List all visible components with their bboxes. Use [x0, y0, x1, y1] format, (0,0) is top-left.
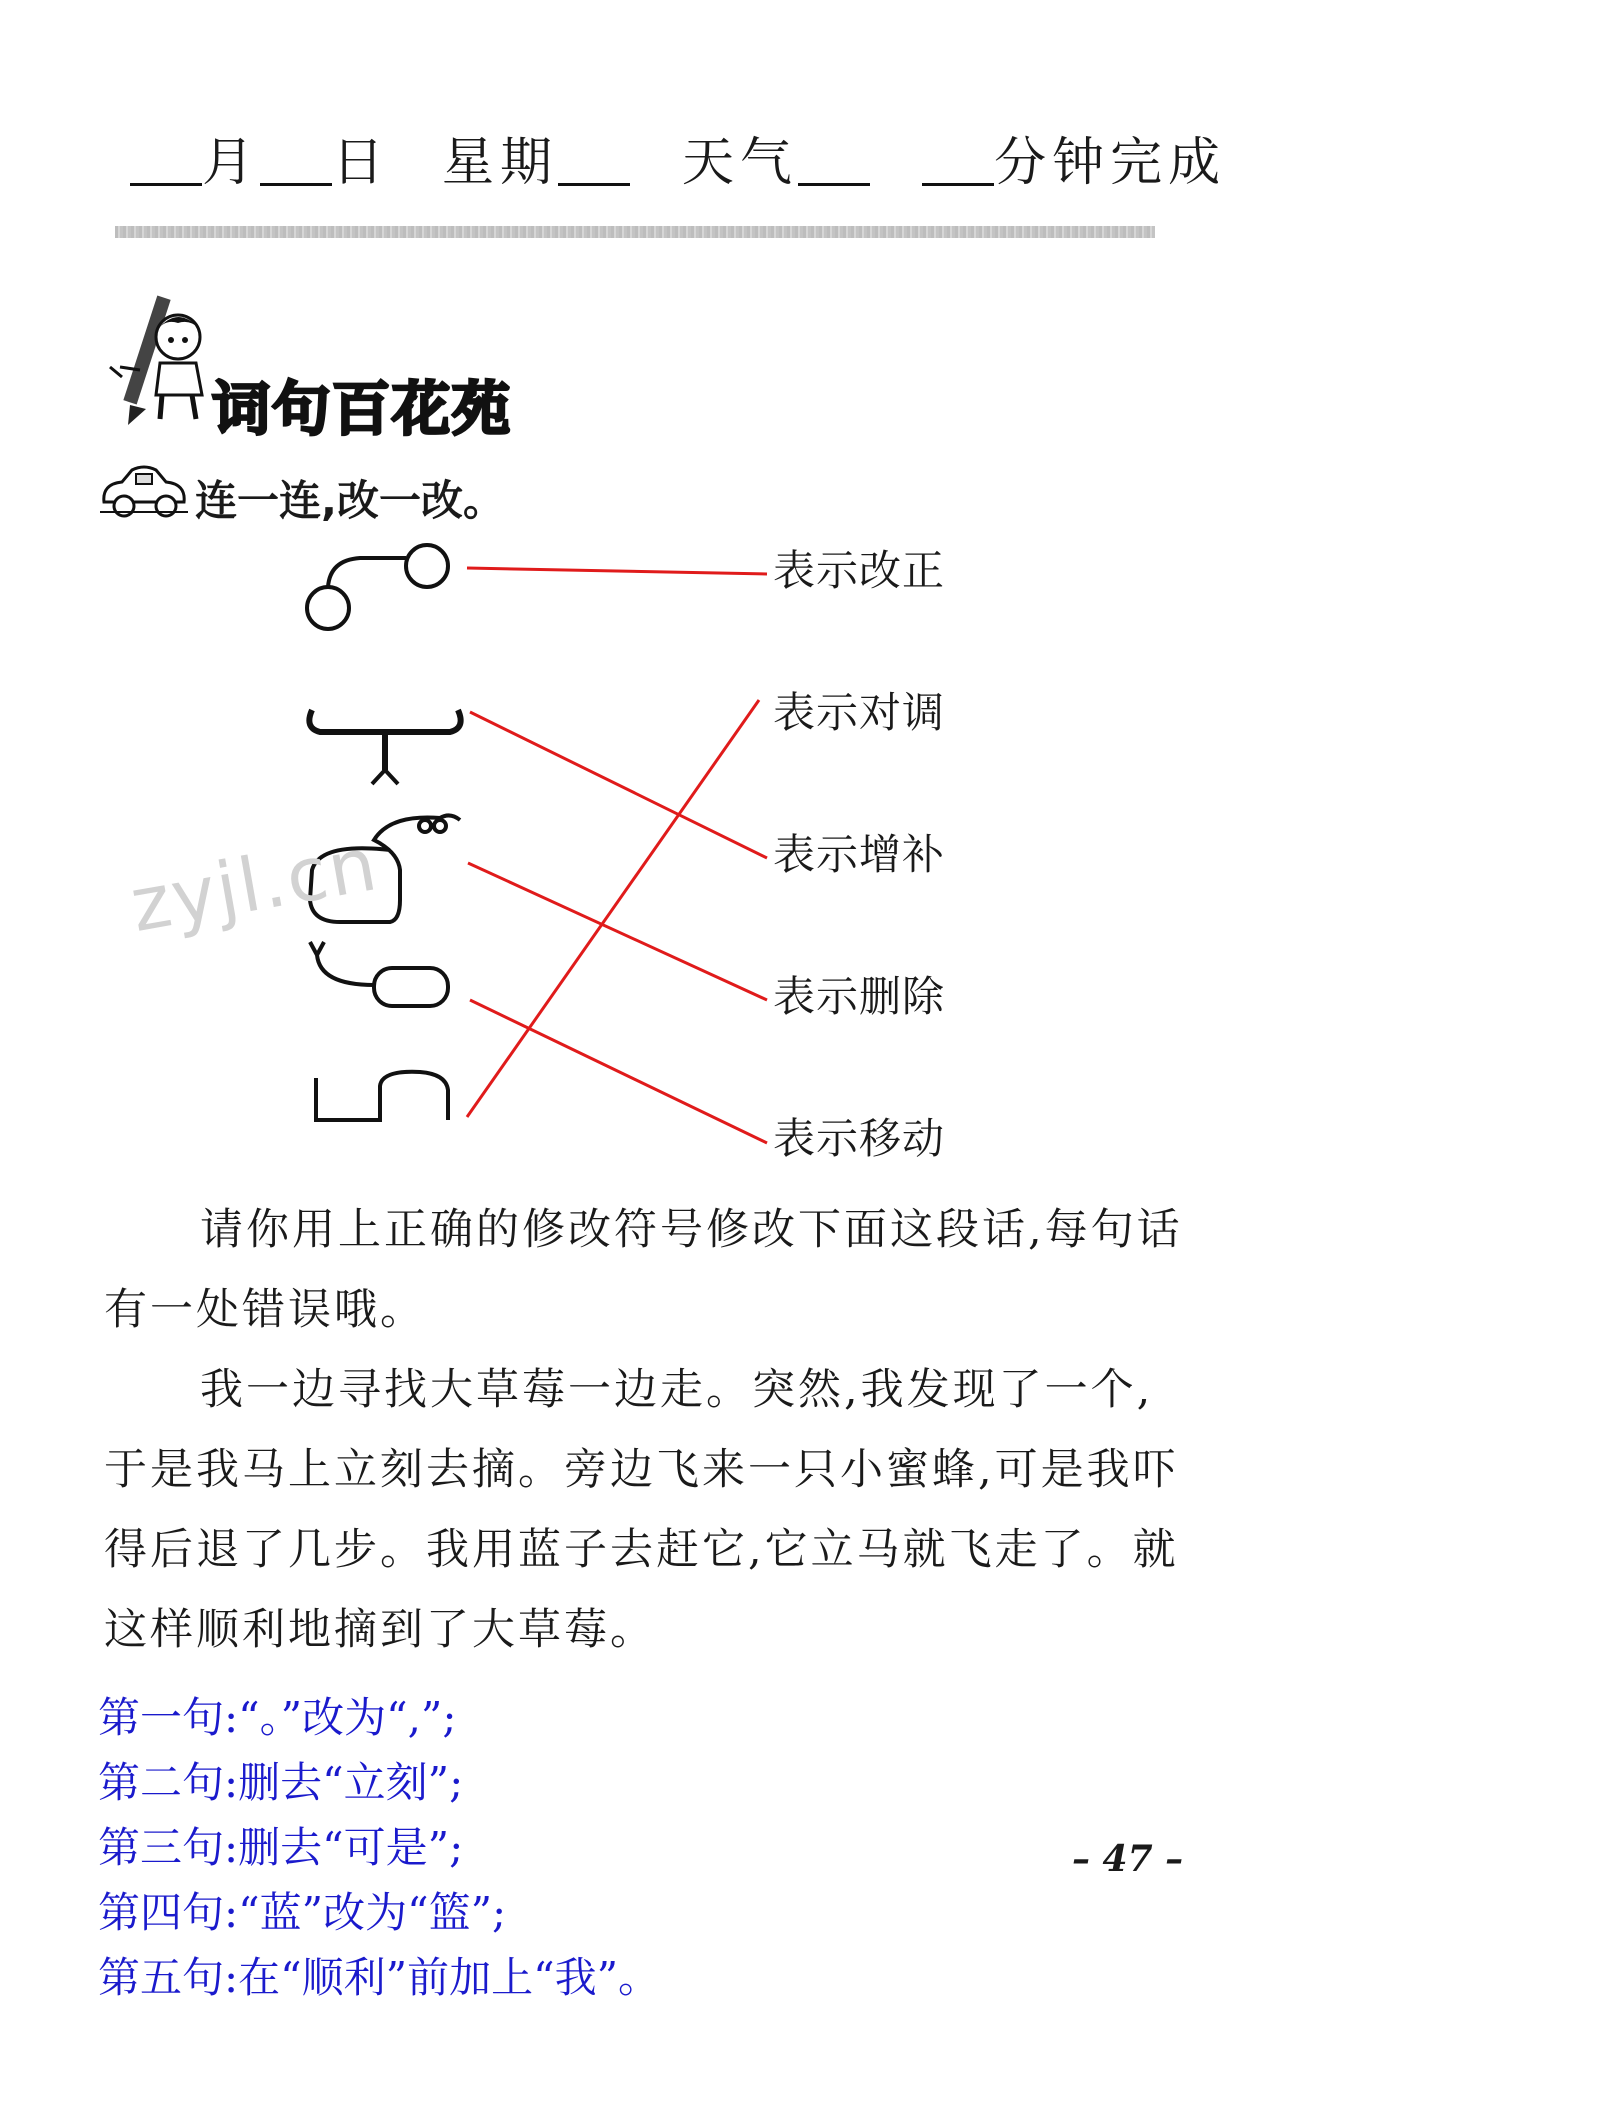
section-title: 词句百花苑 — [212, 375, 513, 443]
answer-1: 第一句:“。”改为“,”; — [98, 1693, 457, 1742]
answer-2: 第二句:删去“立刻”; — [98, 1758, 464, 1807]
answer-5: 第五句:在“顺利”前加上“我”。 — [98, 1953, 661, 2002]
match-line-change — [467, 568, 767, 574]
match-line-move — [467, 700, 759, 1117]
instruction-paragraph — [104, 1190, 1194, 1350]
instruction-text: 请你用上正确的修改符号修改下面这段话,每句话有一处错误哦。 — [104, 1205, 1183, 1335]
label-move: 表示移动 — [773, 1114, 946, 1163]
answer-3: 第三句:删去“可是”; — [98, 1823, 464, 1872]
page-number: – 47 – — [1072, 1838, 1184, 1880]
minutes-label: 分钟完成 — [994, 133, 1227, 193]
passage-paragraph — [104, 1350, 1194, 1670]
match-line-insert — [470, 712, 767, 858]
watermark: zyjl.cn — [124, 821, 385, 949]
month-label: 月 — [202, 133, 261, 193]
passage-text: 我一边寻找大草莓一边走。突然,我发现了一个,于是我马上立刻去摘。旁边飞来一只小蜜蜂,可是我吓得后退了几步。我用蓝子去赶它,它立马就飞走了。就这样顺利地摘到了大草莓。 — [104, 1365, 1179, 1655]
answer-4: 第四句:“蓝”改为“篮”; — [98, 1888, 507, 1937]
weather-label: 天气 — [682, 133, 799, 193]
label-transpose: 表示对调 — [773, 688, 946, 737]
label-change: 表示改正 — [773, 546, 946, 595]
match-line-delete — [470, 1000, 767, 1143]
match-line-transpose — [468, 863, 767, 1000]
label-insert: 表示增补 — [773, 830, 946, 879]
label-delete: 表示删除 — [773, 972, 946, 1021]
day-label: 日 — [332, 133, 391, 193]
task-title: 连一连,改一改。 — [195, 476, 505, 525]
weekday-label: 星期 — [442, 133, 559, 193]
answer-key — [98, 1685, 660, 2010]
